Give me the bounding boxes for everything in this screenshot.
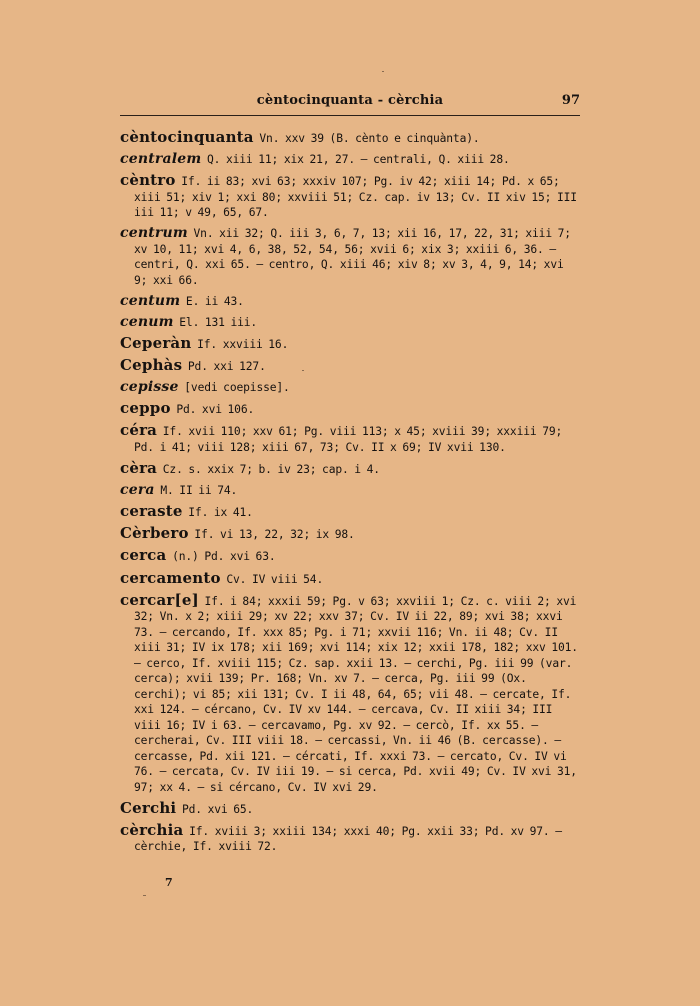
paper-speck [302,370,304,371]
entry-headword: cèntocinquanta [120,128,254,146]
entry-references: Pd. xvi 65. [176,802,254,816]
paper-speck [382,71,384,72]
entry-headword: cepisse [120,379,179,396]
dictionary-entry [120,590,580,796]
dictionary-entry [120,315,580,331]
entry-headword: ceppo [120,399,171,418]
entry-headword: Cephàs [120,356,183,375]
dictionary-entry [120,130,580,147]
entry-references: If. i 84; xxxii 59; Pg. v 63; xxviii 1; Cz. c. viii 2; xvi 32; Vn. x 2; xiii 29; xv 22; xxv 37; Cv. IV ii 22, 89; xvi 38; xxvi 73. – cercando, If. xxx 85; Pg. i 71; xxvii 116; Vn. ii 48; Cv. II xiii 31; IV ix 178; xii 169; xvi 114; xix 12; xxii 178, 182; xxv 101. – cerco, If. xviii 115; Cz. sap. xxii 13. – cerchi, Pg. iii 99 (var. cerca); xvii 139; Pr. 168; Vn. xv 7. – cerca, Pg. iii 99 (Ox. cerchi); vi 85; xii 131; Cv. I ii 48, 64, 65; vii 48. – cercate, If. xxi 124. – cércano, Cv. IV xv 144. – cercava, Cv. II xiii 34; III viii 16; IV i 63. – cercavamo, Pg. xv 92. – cercò, If. xx 55. – cercherai, Cv. III viii 18. – cercassi, Vn. ii 46 (B. cercasse). – cercasse, Pd. xii 121. – cércati, If. xxxi 73. – cercato, Cv. IV vi 76. – cercata, Cv. IV iii 19. – si cerca, Pd. xvii 49; Cv. IV xvi 31, 97; xx 4. – si cércano, Cv. IV xvi 29. [134,594,578,794]
dictionary-entry [120,526,580,543]
entry-references: Cv. IV viii 54. [220,572,324,586]
dictionary-entry [120,173,580,221]
entry-references: Vn. xii 32; Q. iii 3, 6, 7, 13; xii 16, 17, 22, 31; xiii 7; xv 10, 11; xvi 4, 6, 38, 52, 54, 56; xvii 6; xix 3; xxiii 6, 36. – centri, Q. xxi 65. – centro, Q. xiii 46; xiv 8; xv 3, 4, 9, 14; xvi 9; xxi 66. [134,227,571,287]
entry-headword: centrum [120,225,188,242]
entry-references: [vedi coepisse]. [178,381,290,395]
dictionary-entry [120,483,580,499]
entry-headword: centum [120,292,181,309]
entry-headword: ceraste [120,502,183,521]
entry-references: E. ii 43. [180,294,244,308]
running-head: cèntocinquanta - cèrchia [256,93,444,108]
entry-references: If. ii 83; xvi 63; xxxiv 107; Pg. iv 42; xiii 14; Pd. x 65; xiii 51; xiv 1; xxi 80; xxviii 51; Cz. cap. iv 13; Cv. II xiv 15; III iii 11; v 49, 65, 67. [134,175,577,220]
entry-references: If. ix 41. [182,506,253,520]
entry-references: Pd. xvi 106. [170,403,255,417]
entry-headword: centralem [120,151,202,168]
entry-headword: cèntro [120,171,176,190]
entry-references: If. xxviii 16. [191,338,289,352]
entry-headword: Cèrbero [120,524,189,543]
dictionary-entry [120,423,580,455]
dictionary-entry [120,548,580,565]
page-number: 97 [561,93,580,108]
entry-references: Pd. xxi 127. [182,360,266,374]
entry-headword: cercar[e] [120,590,199,609]
entry-references: If. xvii 110; xxv 61; Pg. viii 113; x 45; xviii 39; xxxiii 79; Pd. i 41; viii 128; xiii 67, 73; Cv. II x 69; IV xvii 130. [134,425,563,454]
entry-headword: cèrchia [120,820,184,839]
entry-references: M. II ii 74. [154,484,238,498]
entry-list [120,130,580,860]
dictionary-entry [120,336,580,353]
dictionary-entry [120,798,580,818]
dictionary-entry [120,358,580,375]
entry-headword: cerca [120,546,167,565]
entry-references: (n.) Pd. xvi 63. [166,550,276,564]
paper-speck [143,895,146,896]
entry-headword: céra [120,421,158,440]
entry-references: Q. xiii 11; xix 21, 27. – centrali, Q. xiii 28. [201,153,510,167]
entry-headword: cera [120,482,155,499]
entry-references: Cz. s. xxix 7; b. iv 23; cap. i 4. [157,463,380,477]
entry-references: If. vi 13, 22, 32; ix 98. [188,528,355,542]
dictionary-entry [120,820,580,855]
entry-headword: Ceperàn [120,334,192,353]
dictionary-entry [120,294,580,310]
entry-headword: cenum [120,313,174,330]
dictionary-entry [120,401,580,418]
entry-headword: cèra [120,459,158,478]
page-header [120,93,580,115]
dictionary-entry [120,568,580,588]
entry-references: Vn. xxv 39 (B. cènto e cinquànta). [253,132,480,145]
entry-references: If. xviii 3; xxiii 134; xxxi 40; Pg. xxii 33; Pd. xv 97. – cèrchie, If. xviii 72. [134,824,562,854]
entry-headword: Cerchi [120,798,177,817]
dictionary-entry [120,380,580,396]
entry-references: El. 131 iii. [173,315,258,329]
header-rule [120,115,580,116]
dictionary-entry [120,461,580,478]
dictionary-entry [120,152,580,168]
dictionary-entry [120,226,580,288]
entry-headword: cercamento [120,568,221,587]
dictionary-entry [120,504,580,521]
signature-mark: 7 [165,876,173,889]
